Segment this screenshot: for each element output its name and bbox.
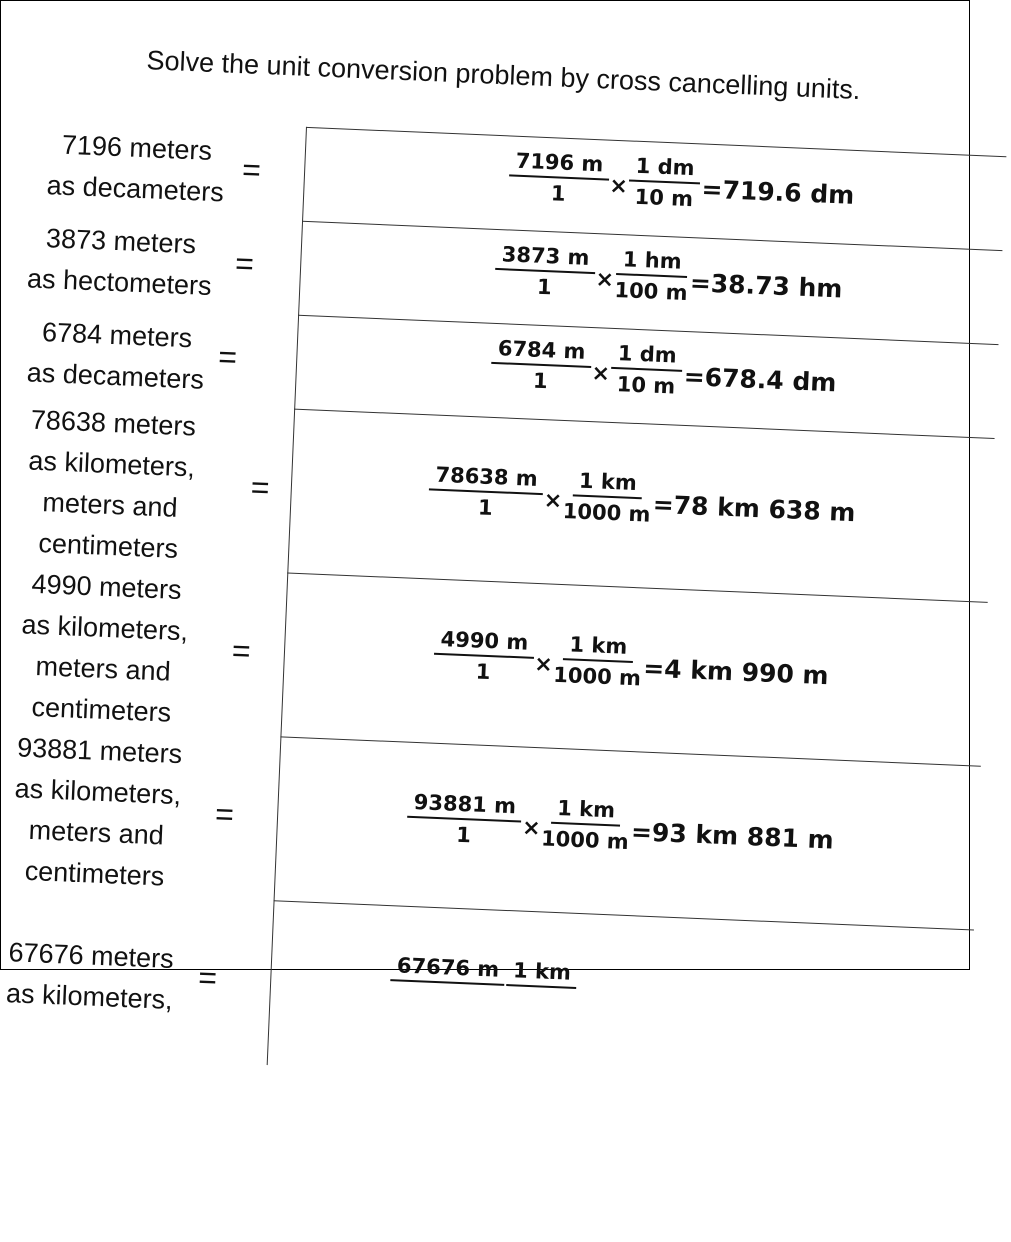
equals-sign: = — [198, 961, 218, 994]
fraction-numerator: 1 dm — [629, 153, 701, 184]
fraction-denominator: 1000 m — [562, 496, 651, 527]
instructions: Solve the unit conversion problem by cross cancelling units. — [146, 45, 861, 106]
question-line: as kilometers, — [0, 766, 229, 818]
equals-sign: = — [231, 634, 251, 667]
answer-cell — [267, 900, 974, 1094]
conversion-factor-fraction — [562, 468, 652, 527]
question-line: as kilometers, — [0, 602, 236, 654]
fraction-numerator: 1 km — [551, 796, 622, 827]
given-quantity-fraction — [433, 627, 535, 686]
question-line: meters and — [0, 643, 234, 695]
conversion-result: =93 km 881 m — [631, 817, 835, 854]
fraction-denominator: 1 — [478, 492, 494, 520]
question-line: centimeters — [0, 521, 239, 573]
fraction-denominator: 1000 m — [541, 823, 630, 854]
given-quantity-fraction — [390, 953, 505, 989]
given-quantity-fraction — [508, 148, 610, 207]
fraction-numerator: 4990 m — [434, 627, 535, 659]
question-line: 78638 meters — [0, 398, 244, 450]
question-line: 67676 meters — [0, 930, 222, 982]
fraction-numerator: 1 km — [572, 468, 643, 499]
given-quantity-fraction — [490, 336, 592, 395]
given-quantity-fraction — [494, 242, 596, 301]
conversion-result: =78 km 638 m — [652, 490, 856, 527]
fraction-denominator: 100 m — [614, 275, 688, 305]
problem-question — [0, 216, 252, 309]
fraction-numerator: 1 km — [506, 958, 577, 989]
fraction-denominator: 1 — [533, 366, 549, 394]
problem-question — [0, 930, 222, 1023]
question-line: 3873 meters — [0, 216, 252, 268]
question-line: 7196 meters — [6, 122, 267, 174]
multiply-sign: × — [591, 361, 610, 387]
multiply-sign: × — [522, 816, 541, 842]
multiply-sign: × — [609, 174, 628, 200]
question-line: as decameters — [0, 351, 246, 403]
problem-question — [0, 310, 248, 403]
question-line: meters and — [0, 807, 227, 859]
question-line: 4990 meters — [0, 562, 237, 614]
equals-sign: = — [235, 247, 255, 280]
multiply-sign: × — [543, 488, 562, 514]
conversion-factor-fraction — [628, 153, 701, 211]
equals-sign: = — [214, 798, 234, 831]
conversion-result: =4 km 990 m — [643, 653, 829, 690]
fraction-numerator: 6784 m — [491, 336, 592, 368]
multiply-sign: × — [595, 267, 614, 293]
fraction-numerator: 93881 m — [407, 790, 522, 823]
question-line: as hectometers — [0, 257, 250, 309]
fraction-denominator: 1 — [550, 178, 566, 206]
conversion-result: =38.73 hm — [689, 268, 843, 303]
problem-question — [0, 398, 244, 573]
question-line: centimeters — [0, 684, 232, 736]
fraction-numerator: 1 km — [563, 632, 634, 663]
conversion-factor-fraction — [610, 341, 683, 399]
fraction-denominator: 10 m — [634, 182, 694, 211]
fraction-numerator: 3873 m — [495, 242, 596, 274]
question-line: centimeters — [0, 848, 225, 900]
fraction-denominator: 1000 m — [553, 660, 642, 691]
equals-sign: = — [218, 340, 238, 373]
fraction-denominator: 1 — [475, 656, 491, 684]
conversion-factor-fraction — [614, 247, 689, 305]
conversion-factor-fraction — [553, 632, 643, 691]
conversion-factor-fraction — [506, 958, 577, 992]
fraction-denominator: 1 — [456, 820, 472, 848]
given-quantity-fraction — [406, 790, 522, 850]
problem-list — [1, 1, 970, 42]
given-quantity-fraction — [428, 462, 544, 522]
fraction-numerator: 7196 m — [509, 148, 610, 180]
question-line: 6784 meters — [0, 310, 248, 362]
equals-sign: = — [241, 153, 261, 186]
question-line: as kilometers, — [0, 971, 220, 1023]
multiply-sign: × — [534, 652, 553, 678]
question-line: meters and — [0, 480, 241, 532]
fraction-denominator: 10 m — [616, 369, 676, 398]
fraction-denominator: 1 — [537, 272, 553, 300]
fraction-numerator: 1 hm — [616, 247, 688, 278]
fraction-numerator: 67676 m — [390, 953, 505, 986]
equals-sign: = — [250, 471, 270, 504]
fraction-numerator: 78638 m — [429, 462, 544, 495]
worksheet-sheet — [0, 1, 970, 1241]
fraction-numerator: 1 dm — [611, 341, 683, 372]
conversion-result: =678.4 dm — [683, 362, 837, 397]
conversion-factor-fraction — [541, 795, 631, 854]
question-line: 93881 meters — [0, 725, 230, 777]
question-line: as decameters — [4, 163, 265, 215]
problem-question — [0, 725, 230, 900]
question-line: as kilometers, — [0, 439, 242, 491]
problem-question — [0, 562, 237, 737]
conversion-result: =719.6 dm — [701, 175, 855, 210]
problem-question — [4, 122, 267, 215]
